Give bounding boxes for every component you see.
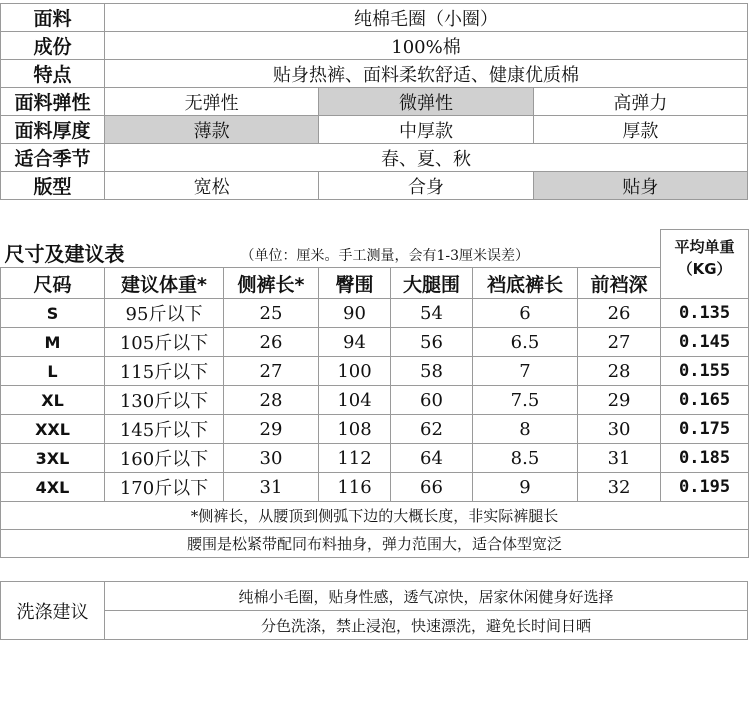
weight-cell: 115斤以下 [105, 357, 224, 386]
size-cell: M [1, 328, 105, 357]
hip-cell: 100 [319, 357, 391, 386]
side-length-cell: 25 [224, 299, 319, 328]
composition-label: 成份 [1, 32, 105, 60]
front-rise-cell: 28 [578, 357, 661, 386]
crotch-length-cell: 6 [473, 299, 578, 328]
front-rise-cell: 32 [578, 473, 661, 502]
fabric-row [1, 4, 748, 32]
front-rise-cell: 29 [578, 386, 661, 415]
crotch-length-cell: 8.5 [473, 444, 578, 473]
avg-weight-cell: 0.145 [661, 328, 749, 357]
features-value: 贴身热裤、面料柔软舒适、健康优质棉 [105, 60, 748, 88]
front-rise-cell: 26 [578, 299, 661, 328]
side-length-cell: 31 [224, 473, 319, 502]
weight-cell: 95斤以下 [105, 299, 224, 328]
elasticity-option-selected: 微弹性 [319, 88, 533, 116]
side-length-note: *侧裤长，从腰顶到侧弧下边的大概长度，非实际裤腿长 [1, 502, 749, 530]
size-row [1, 415, 749, 444]
season-label: 适合季节 [1, 144, 105, 172]
thickness-row [1, 116, 748, 144]
fit-row [1, 172, 748, 200]
size-row [1, 328, 749, 357]
thigh-cell: 60 [391, 386, 473, 415]
features-label: 特点 [1, 60, 105, 88]
avg-weight-header-unit: （KG） [677, 260, 732, 278]
elasticity-option: 无弹性 [105, 88, 319, 116]
elasticity-label: 面料弹性 [1, 88, 105, 116]
column-header: 裆底裤长 [473, 268, 578, 299]
composition-value: 100%棉 [105, 32, 748, 60]
thickness-option: 厚款 [533, 116, 747, 144]
avg-weight-cell: 0.195 [661, 473, 749, 502]
side-length-cell: 30 [224, 444, 319, 473]
side-length-cell: 29 [224, 415, 319, 444]
size-cell: XL [1, 386, 105, 415]
thigh-cell: 66 [391, 473, 473, 502]
thigh-cell: 54 [391, 299, 473, 328]
elasticity-row [1, 88, 748, 116]
avg-weight-header-label: 平均单重 [674, 238, 735, 256]
thickness-label: 面料厚度 [1, 116, 105, 144]
washing-row [1, 582, 748, 611]
thickness-option: 中厚款 [319, 116, 533, 144]
column-header: 臀围 [319, 268, 391, 299]
crotch-length-cell: 7.5 [473, 386, 578, 415]
hip-cell: 104 [319, 386, 391, 415]
season-row [1, 144, 748, 172]
size-chart-unit-note: （单位：厘米。手工测量，会有1-3厘米误差） [240, 247, 530, 264]
thigh-cell: 62 [391, 415, 473, 444]
column-header: 建议体重* [105, 268, 224, 299]
size-chart-table [0, 229, 749, 558]
size-cell: 3XL [1, 444, 105, 473]
avg-weight-cell: 0.135 [661, 299, 749, 328]
weight-cell: 105斤以下 [105, 328, 224, 357]
fabric-label: 面料 [1, 4, 105, 32]
hip-cell: 112 [319, 444, 391, 473]
fit-label: 版型 [1, 172, 105, 200]
avg-weight-cell: 0.185 [661, 444, 749, 473]
waist-note: 腰围是松紧带配同布料抽身，弹力范围大，适合体型宽泛 [1, 530, 749, 558]
hip-cell: 94 [319, 328, 391, 357]
fit-option: 合身 [319, 172, 533, 200]
size-row [1, 386, 749, 415]
season-value: 春、夏、秋 [105, 144, 748, 172]
size-cell: L [1, 357, 105, 386]
front-rise-cell: 27 [578, 328, 661, 357]
side-length-cell: 27 [224, 357, 319, 386]
avg-weight-cell: 0.155 [661, 357, 749, 386]
size-cell: S [1, 299, 105, 328]
hip-cell: 108 [319, 415, 391, 444]
hip-cell: 116 [319, 473, 391, 502]
side-length-cell: 28 [224, 386, 319, 415]
washing-line: 分色洗涤，禁止浸泡，快速漂洗，避免长时间日晒 [105, 611, 748, 640]
fit-option: 宽松 [105, 172, 319, 200]
weight-cell: 160斤以下 [105, 444, 224, 473]
thigh-cell: 56 [391, 328, 473, 357]
side-length-cell: 26 [224, 328, 319, 357]
fit-option-selected: 贴身 [533, 172, 747, 200]
thickness-option-selected: 薄款 [105, 116, 319, 144]
thigh-cell: 64 [391, 444, 473, 473]
size-row [1, 357, 749, 386]
washing-row [1, 611, 748, 640]
washing-line: 纯棉小毛圈，贴身性感，透气凉快，居家休闲健身好选择 [105, 582, 748, 611]
size-cell: 4XL [1, 473, 105, 502]
washing-label: 洗涤建议 [1, 582, 105, 640]
size-row [1, 444, 749, 473]
weight-cell: 145斤以下 [105, 415, 224, 444]
crotch-length-cell: 6.5 [473, 328, 578, 357]
crotch-length-cell: 9 [473, 473, 578, 502]
size-chart-header-row [1, 268, 749, 299]
crotch-length-cell: 8 [473, 415, 578, 444]
size-chart-title: 尺寸及建议表 [4, 241, 125, 266]
column-header: 侧裤长* [224, 268, 319, 299]
washing-advice-table [0, 581, 748, 640]
product-attributes-table [0, 3, 748, 200]
avg-weight-cell: 0.165 [661, 386, 749, 415]
size-row [1, 299, 749, 328]
avg-weight-header [661, 230, 749, 299]
weight-cell: 170斤以下 [105, 473, 224, 502]
hip-cell: 90 [319, 299, 391, 328]
size-row [1, 473, 749, 502]
column-header: 前裆深 [578, 268, 661, 299]
column-header: 尺码 [1, 268, 105, 299]
fabric-value: 纯棉毛圈（小圈） [105, 4, 748, 32]
size-cell: XXL [1, 415, 105, 444]
thigh-cell: 58 [391, 357, 473, 386]
size-chart-title-row [1, 230, 749, 268]
avg-weight-cell: 0.175 [661, 415, 749, 444]
weight-cell: 130斤以下 [105, 386, 224, 415]
front-rise-cell: 30 [578, 415, 661, 444]
front-rise-cell: 31 [578, 444, 661, 473]
column-header: 大腿围 [391, 268, 473, 299]
composition-row [1, 32, 748, 60]
elasticity-option: 高弹力 [533, 88, 747, 116]
features-row [1, 60, 748, 88]
size-note-row [1, 502, 749, 530]
crotch-length-cell: 7 [473, 357, 578, 386]
size-note-row [1, 530, 749, 558]
